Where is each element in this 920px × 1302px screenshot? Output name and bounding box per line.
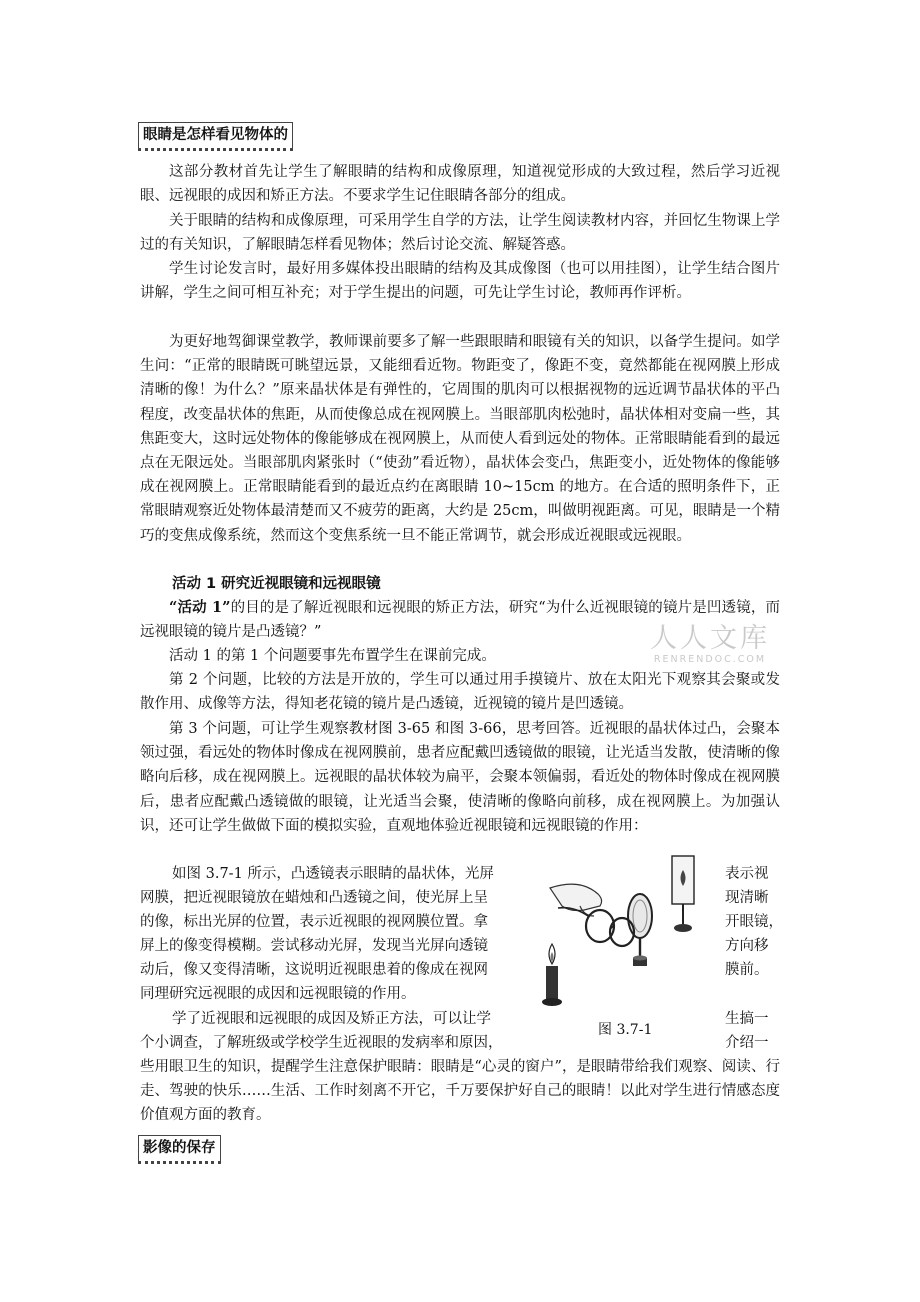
right-line: 方向移: [725, 938, 769, 954]
wrap-line: 学了近视眼和远视眼的成因及矫正方法，可以让学: [172, 1011, 491, 1027]
wrap-line: 如图 3.7-1 所示，凸透镜表示眼睛的晶状体，光屏: [172, 866, 494, 882]
paragraph-8: 第 3 个问题，可让学生观察教材图 3-65 和图 3-66，思考回答。近视眼的晶状体过凸，会聚本领过强，看远处的物体时像成在视网膜前，患者应配戴凹透镜做的眼镜，让光适当发散，使清晰的像略向后移，成在视网膜上。远视眼的晶状体较为扁平，会聚本领偏弱，看近处的物体时像成在视网膜后，患者应配戴凸透镜做的眼镜，让光适当会聚，使清晰的像略向前移，成在视网膜上。为加强认识，还可让学生做做下面的模拟实验，直观地体验近视眼镜和远视眼镜的作用：: [140, 721, 780, 834]
paragraph-4: 为更好地驾御课堂教学，教师课前要多了解一些跟眼睛和眼镜有关的知识，以备学生提问。如学生问：“正常的眼睛既可眺望远景，又能细看近物。物距变了，像距不变，竟然都能在视网膜上形成清晰的像！为什么？”原来晶状体是有弹性的，它周围的肌肉可以根据视物的远近调节晶状体的平凸程度，改变晶状体的焦距，从而使像总成在视网膜上。当眼部肌肉松弛时，晶状体相对变扁一些，其焦距变大，这时远处物体的像能够成在视网膜上，从而使人看到远处的物体。正常眼睛能看到的最远点在无限远处。当眼部肌肉紧张时（“使劲”看近物），晶状体会变凸，焦距变小，近处物体的像能够成在视网膜上。正常眼睛能看到的最近点约在离眼睛 10~15cm 的地方。在合适的照明条件下，正常眼睛观察近处物体最清楚而又不疲劳的距离，大约是 25cm，叫做明视距离。可见，眼睛是一个精巧的变焦成像系统，然而这个变焦系统一旦不能正常调节，就会形成近视眼或远视眼。: [140, 334, 780, 544]
convex-lens-icon: [628, 894, 652, 966]
figure-optics-experiment: [540, 852, 720, 1022]
paragraph-3: 学生讨论发言时，最好用多媒体投出眼睛的结构及其成像图（也可以用挂图），让学生结合图片讲解，学生之间可相互补充；对于学生提出的问题，可先让学生讨论，教师再作评析。: [140, 261, 780, 302]
hand-with-glasses-icon: [550, 884, 634, 946]
wrap-line: 网膜，把近视眼镜放在蜡烛和凸透镜之间，使光屏上呈: [140, 890, 488, 906]
wrap-line: 动后，像又变得清晰，这说明近视眼患着的像成在视网: [140, 962, 488, 978]
right-line: 开眼镜，: [725, 914, 783, 930]
activity-ref-bold: “活动 1”: [169, 599, 231, 616]
activity-heading: 活动 1 研究近视眼镜和远视眼镜: [172, 576, 381, 592]
paragraph-7: 第 2 个问题，比较的方法是开放的，学生可以通过用手摸镜片、放在太阳光下观察其会聚或发散作用、成像等方法，得知老花镜的镜片是凸透镜，近视镜的镜片是凹透镜。: [140, 672, 780, 713]
wrap-line: 屏上的像变得模糊。尝试移动光屏，发现当光屏向透镜: [140, 938, 488, 954]
paragraph-2: 关于眼睛的结构和成像原理，可采用学生自学的方法，让学生阅读教材内容，并回忆生物课上学过的有关知识，了解眼睛怎样看见物体；然后讨论交流、解疑答惑。: [140, 213, 780, 254]
watermark: [650, 624, 770, 666]
watermark-sub: RENRENDOC.COM: [653, 654, 767, 665]
right-line: 表示视: [725, 866, 769, 882]
right-line: 介绍一: [725, 1035, 769, 1051]
wrap-line: 的像，标出光屏的位置，表示近视眼的视网膜位置。拿: [140, 914, 488, 930]
light-screen-icon: [672, 856, 694, 932]
paragraph-5-text: 的目的是了解近视眼和远视眼的矫正方法，研究“为什么近视眼镜的镜片是凹透镜，而远视眼镜的镜片是凸透镜？”: [140, 600, 780, 641]
paragraph-6: 活动 1 的第 1 个问题要事先布置学生在课前完成。: [169, 648, 496, 664]
wrap-line: 同理研究远视眼的成因和远视眼镜的作用。: [140, 986, 416, 1002]
watermark-main: 人人文库: [650, 623, 770, 654]
section-title-eye: 眼睛是怎样看见物体的: [138, 122, 293, 151]
section-title-image-storage: 影像的保存: [138, 1135, 221, 1164]
right-line: 现清晰: [725, 890, 769, 906]
figure-caption: 图 3.7-1: [598, 1022, 653, 1038]
wrap-line: 个小调查，了解班级或学校学生近视眼的发病率和原因，: [140, 1035, 503, 1051]
right-line: 膜前。: [725, 962, 769, 978]
paragraph-10: 些用眼卫生的知识，提醒学生注意保护眼睛：眼睛是“心灵的窗户”，是眼睛带给我们观察、阅读、行走、驾驶的快乐……生活、工作时刻离不开它，千万要保护好自己的眼睛！以此对学生进行情感态度价值观方面的教育。: [140, 1059, 780, 1124]
paragraph-1: 这部分教材首先让学生了解眼睛的结构和成像原理，知道视觉形成的大致过程，然后学习近视眼、远视眼的成因和矫正方法。不要求学生记住眼睛各部分的组成。: [140, 164, 780, 205]
candle-icon: [542, 944, 562, 1006]
right-line: 生搞一: [725, 1011, 769, 1027]
